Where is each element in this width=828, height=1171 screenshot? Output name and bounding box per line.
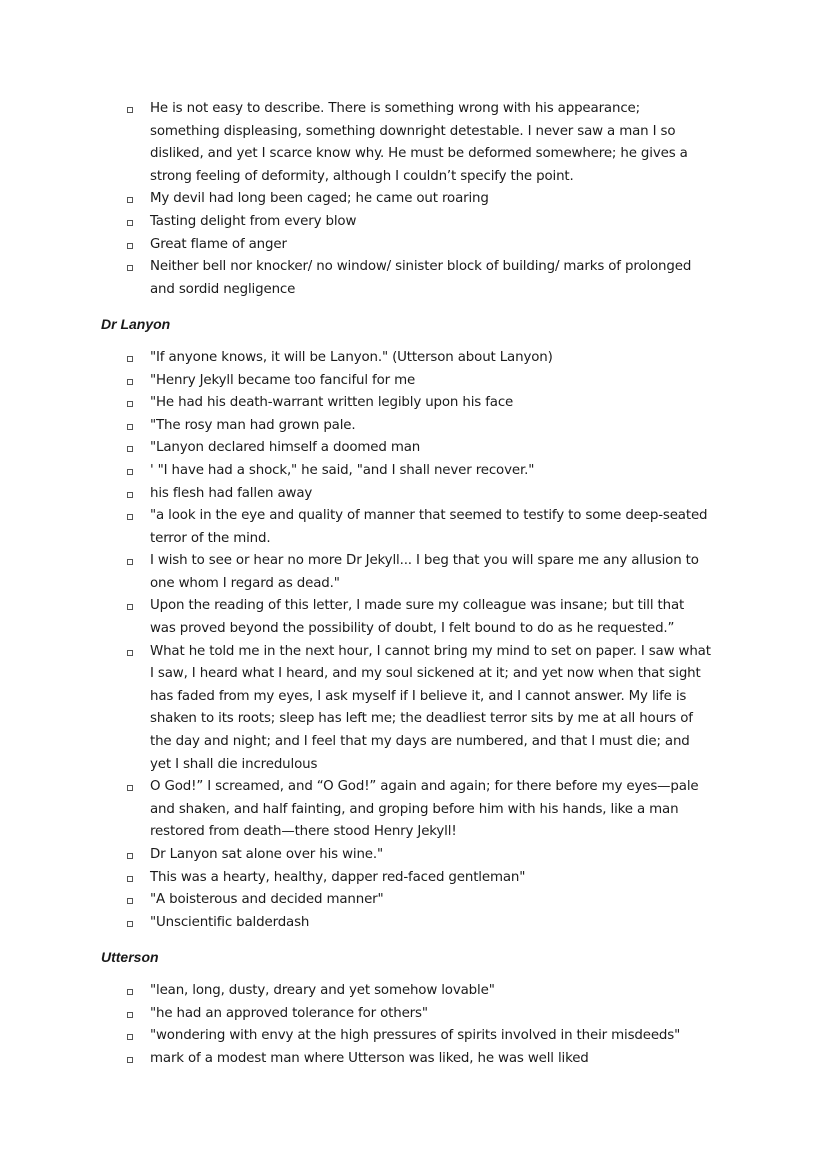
list-item-text: "If anyone knows, it will be Lanyon." (Utterson about Lanyon) — [150, 349, 553, 365]
square-bullet-icon — [127, 1012, 133, 1018]
list-item — [101, 437, 741, 460]
list-item-text: terror of the mind. — [150, 530, 271, 546]
list-item — [101, 234, 741, 257]
square-bullet-icon — [127, 220, 133, 226]
list-item-text: and sordid negligence — [150, 281, 296, 297]
list-item — [101, 1003, 741, 1026]
list-item-text: was proved beyond the possibility of doubt, I felt bound to do as he requested.” — [150, 621, 675, 637]
square-bullet-icon — [127, 401, 133, 407]
list-item-text: yet I shall die incredulous — [150, 756, 318, 772]
list-item-text: has faded from my eyes, I ask myself if I believe it, and I cannot answer. My life is — [150, 688, 687, 704]
bullet-list — [101, 980, 741, 1070]
list-item-text: shaken to its roots; sleep has left me; the deadliest terror sits by me at all hours of — [150, 711, 693, 727]
list-item-text: Dr Lanyon sat alone over his wine." — [150, 847, 383, 862]
square-bullet-icon — [127, 107, 133, 113]
list-item-text: "a look in the eye and quality of manner that seemed to testify to some deep-seated — [150, 508, 708, 524]
section — [101, 98, 741, 301]
square-bullet-icon — [127, 243, 133, 249]
section — [101, 946, 741, 1070]
square-bullet-icon — [127, 650, 133, 656]
square-bullet-icon — [127, 1057, 133, 1063]
section-heading: Utterson — [101, 949, 159, 966]
list-item-text: Tasting delight from every blow — [150, 213, 357, 229]
list-item-text: "The rosy man had grown pale. — [150, 417, 356, 433]
list-item — [101, 595, 741, 640]
list-item — [101, 415, 741, 438]
list-item-text: He is not easy to describe. There is something wrong with his appearance; — [150, 101, 640, 116]
square-bullet-icon — [127, 604, 133, 610]
list-item-text: I wish to see or hear no more Dr Jekyll... I beg that you will spare me any allusion to — [150, 553, 699, 569]
list-item — [101, 98, 741, 188]
list-item-text: O God!” I screamed, and “O God!” again and again; for there before my eyes—pale — [150, 779, 699, 795]
list-item — [101, 641, 741, 777]
list-item — [101, 912, 741, 935]
list-item-text: Upon the reading of this letter, I made sure my colleague was insane; but till that — [150, 598, 685, 614]
list-item — [101, 483, 741, 506]
list-item-text: his flesh had fallen away — [150, 485, 313, 501]
square-bullet-icon — [127, 853, 133, 859]
list-item-text: This was a hearty, healthy, dapper red-faced gentleman" — [150, 869, 526, 885]
list-item — [101, 550, 741, 595]
square-bullet-icon — [127, 356, 133, 362]
list-item-text: the day and night; and I feel that my days are numbered, and that I must die; and — [150, 734, 690, 750]
square-bullet-icon — [127, 559, 133, 565]
square-bullet-icon — [127, 265, 133, 271]
list-item-text: "lean, long, dusty, dreary and yet somehow lovable" — [150, 982, 495, 998]
list-item-text: ' "I have had a shock," he said, "and I shall never recover." — [150, 462, 535, 478]
list-item-text: My devil had long been caged; he came out roaring — [150, 191, 489, 207]
list-item — [101, 889, 741, 912]
list-item-text: Neither bell nor knocker/ no window/ sinister block of building/ marks of prolonged — [150, 259, 692, 275]
square-bullet-icon — [127, 446, 133, 452]
bullet-list — [101, 98, 741, 301]
square-bullet-icon — [127, 921, 133, 927]
square-bullet-icon — [127, 898, 133, 904]
square-bullet-icon — [127, 379, 133, 385]
list-item-text: strong feeling of deformity, although I couldn’t specify the point. — [150, 168, 574, 184]
list-item — [101, 347, 741, 370]
list-item — [101, 505, 741, 550]
square-bullet-icon — [127, 785, 133, 791]
square-bullet-icon — [127, 492, 133, 498]
section-heading: Dr Lanyon — [101, 316, 171, 333]
section — [101, 313, 741, 934]
bullet-list — [101, 347, 741, 934]
list-item-text: Great flame of anger — [150, 236, 287, 252]
list-item-text: and shaken, and half fainting, and groping before him with his hands, like a man — [150, 801, 679, 817]
square-bullet-icon — [127, 424, 133, 430]
list-item — [101, 392, 741, 415]
list-item — [101, 370, 741, 393]
list-item — [101, 844, 741, 867]
square-bullet-icon — [127, 514, 133, 520]
document-page — [101, 98, 741, 1070]
square-bullet-icon — [127, 876, 133, 882]
list-item-text: one whom I regard as dead." — [150, 575, 340, 591]
list-item-text: "he had an approved tolerance for others" — [150, 1005, 428, 1021]
list-item-text: What he told me in the next hour, I cannot bring my mind to set on paper. I saw what — [150, 643, 711, 659]
list-item-text: I saw, I heard what I heard, and my soul sickened at it; and yet now when that sight — [150, 666, 701, 682]
list-item-text: "Henry Jekyll became too fanciful for me — [150, 372, 416, 388]
list-item-text: "wondering with envy at the high pressures of spirits involved in their misdeeds" — [150, 1028, 681, 1044]
list-item-text: "He had his death-warrant written legibly upon his face — [150, 395, 514, 411]
list-item — [101, 460, 741, 483]
square-bullet-icon — [127, 197, 133, 203]
square-bullet-icon — [127, 469, 133, 475]
list-item — [101, 776, 741, 844]
list-item-text: something displeasing, something downright detestable. I never saw a man I so — [150, 123, 676, 139]
list-item-text: mark of a modest man where Utterson was liked, he was well liked — [150, 1050, 589, 1066]
list-item — [101, 211, 741, 234]
list-item-text: "Lanyon declared himself a doomed man — [150, 440, 421, 456]
list-item-text: disliked, and yet I scarce know why. He must be deformed somewhere; he gives a — [150, 146, 688, 162]
list-item — [101, 256, 741, 301]
list-item-text: "Unscientific balderdash — [150, 914, 310, 930]
list-item — [101, 867, 741, 890]
list-item-text: "A boisterous and decided manner" — [150, 892, 384, 908]
list-item — [101, 188, 741, 211]
square-bullet-icon — [127, 1034, 133, 1040]
list-item — [101, 980, 741, 1003]
list-item — [101, 1048, 741, 1071]
list-item — [101, 1025, 741, 1048]
square-bullet-icon — [127, 989, 133, 995]
list-item-text: restored from death—there stood Henry Jekyll! — [150, 824, 457, 840]
